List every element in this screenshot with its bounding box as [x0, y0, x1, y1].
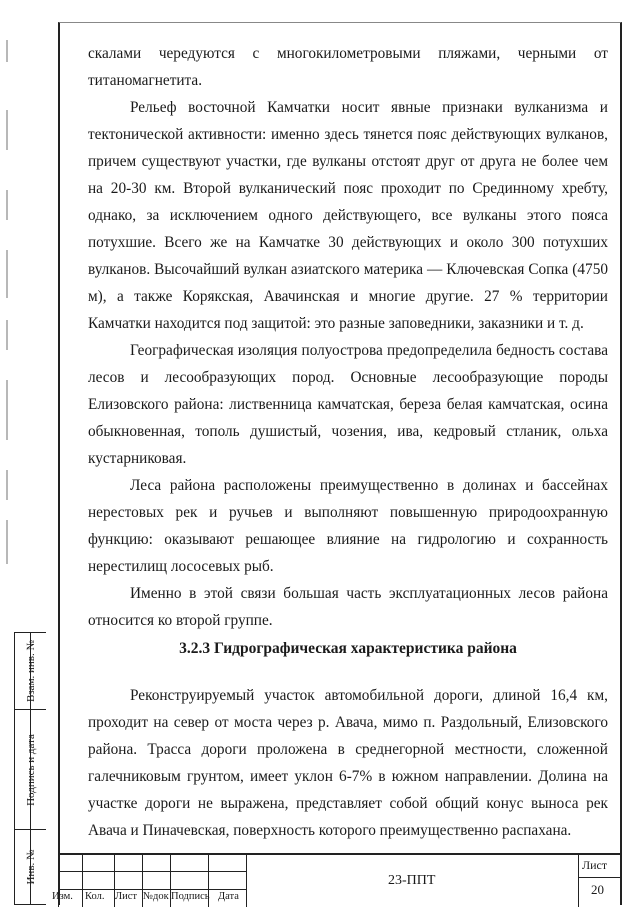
section-paragraph: Реконструируемый участок автомобильной дороги, длиной 16,4 км, проходит на север от моста через р. Авача, мимо п. Раздольный, Елизовского района. Трасса дороги проложена в среднегорной местности, сложенной галечниковым грунтом, имеет уклон 6-7% в южном направлении. Долина на участке дороги не выражена, представляет собой общий конус выноса рек Авача и Пиначевская, поверхность которого преимущественно распахана.	[88, 687, 608, 839]
paragraph-3: Географическая изоляция полуострова предопределила бедность состава лесов и лесообразующих пород. Основные лесообразующие породы Елизовского района: лиственница камчатская, береза белая камчатская, осина обыкновенная, тополь душистый, чозения, ива, кедровый стланик, ольха кустарниковая.	[88, 342, 608, 467]
col-list: Лист	[115, 891, 137, 902]
col-data: Дата	[218, 891, 239, 902]
col-ndok: №док	[143, 891, 169, 902]
side-stamp-inv-label: Инв. №	[24, 849, 37, 885]
side-stamp-podpis	[14, 710, 46, 830]
side-stamp-podpis-label: Подпись и дата	[24, 733, 37, 806]
section-heading: 3.2.3 Гидрографическая характеристика района	[179, 640, 517, 657]
side-stamp-vzam-label: Взам. инв. №	[24, 640, 37, 702]
paragraph-2: Рельеф восточной Камчатки носит явные признаки вулканизма и тектонической активности: именно здесь тянется пояс действующих вулканов, причем существуют участки, где вулканы отстоят друг от друга не более чем на 20-30 км. Второй вулканический пояс проходит по Срединному хребту, однако, за исключением одного действующего, все вулканы этого пояса потухшие. Всего же на Камчатке 30 действующих и около 300 потухших вулканов. Высочайший вулкан азиатского материка — Ключевская Сопка (4750 м), а также Корякская, Авачинская и многие другие. 27 % территории Камчатки находится под защитой: это разные заповедники, заказники и т. д.	[88, 99, 608, 332]
section-body	[88, 682, 608, 844]
col-kol: Кол.	[85, 891, 105, 902]
col-izm: Изм.	[52, 891, 73, 902]
sheet-label: Лист	[582, 858, 608, 872]
sheet-number: 20	[591, 882, 604, 897]
side-stamp-inv	[14, 830, 46, 905]
side-stamp-vzam	[14, 632, 46, 710]
title-block	[52, 853, 622, 907]
paragraph-1: скалами чередуются с многокилометровыми пляжами, черными от титаномагнетита.	[88, 45, 608, 89]
paragraph-5: Именно в этой связи большая часть эксплуатационных лесов района относится ко второй группе.	[88, 585, 608, 629]
body-text	[88, 40, 608, 634]
col-podpis: Подпись	[171, 891, 210, 902]
scan-edge	[0, 0, 14, 905]
document-code: 23-ППТ	[388, 873, 436, 888]
paragraph-4: Леса района расположены преимущественно в долинах и бассейнах нерестовых рек и ручьев и выполняют повышенную природоохранную функцию: оказывают решающее влияние на гидрологию и сохранность нерестилищ лососевых рыб.	[88, 477, 608, 575]
